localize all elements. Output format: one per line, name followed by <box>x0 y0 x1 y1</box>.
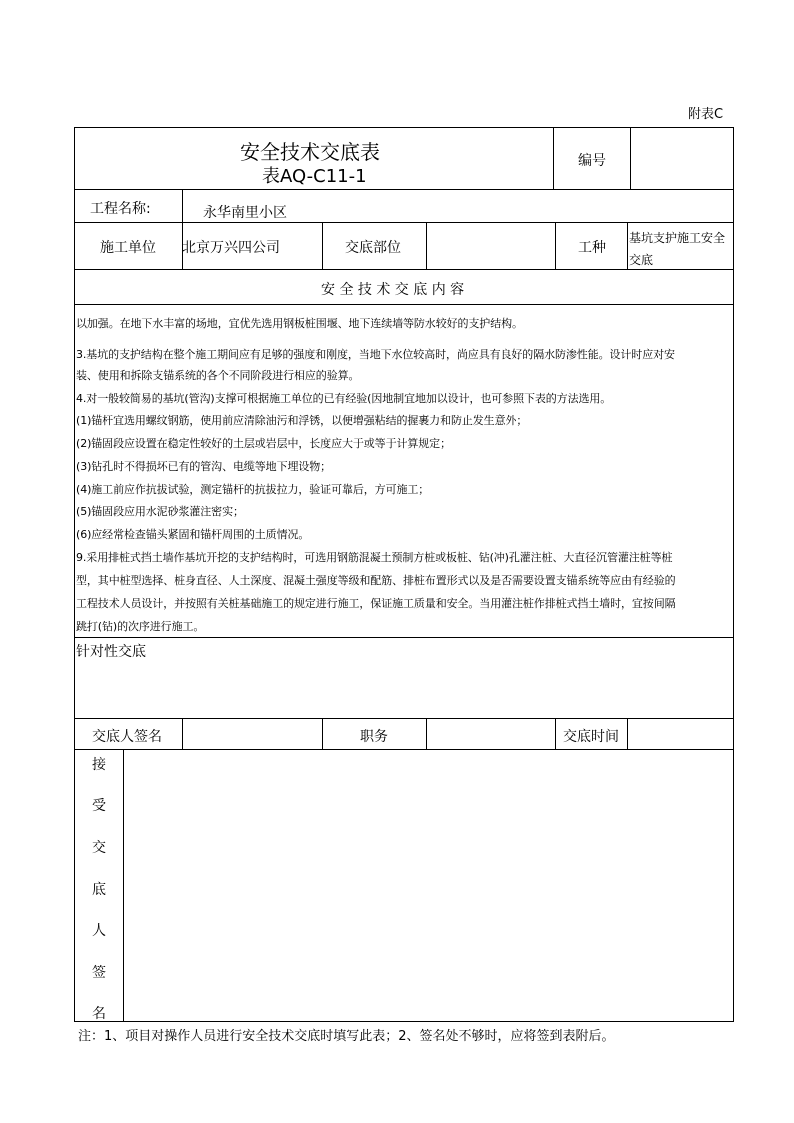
receiver-char: 受 <box>92 798 106 814</box>
divider <box>74 222 734 223</box>
content-line: (6)应经常检查锚头紧固和锚杆周围的土质情况。 <box>76 528 310 541</box>
receiver-char: 签 <box>92 965 106 981</box>
receiver-signature-field[interactable] <box>125 751 732 1020</box>
divider <box>74 269 734 270</box>
content-line: 型，其中桩型选择、桩身直径、人土深度、混凝土强度等级和配筋、排桩布置形式以及是否需要设置支锚系统等应由有经验的 <box>76 574 676 587</box>
content-line: 跳打(钻)的次序进行施工。 <box>76 620 205 633</box>
divider <box>630 127 631 189</box>
divider <box>182 189 183 222</box>
content-line: 装、使用和拆除支锚系统的各个不同阶段进行相应的验算。 <box>76 369 360 382</box>
construction-unit-value[interactable]: 北京万兴四公司 <box>182 240 280 256</box>
content-line: (3)钻孔时不得损坏已有的管沟、电缆等地下埋设物； <box>76 460 332 473</box>
receiver-char: 底 <box>92 882 106 898</box>
divider <box>627 222 628 269</box>
position-label: 职务 <box>360 729 388 745</box>
disclosure-part-label: 交底部位 <box>345 240 401 256</box>
targeted-disclosure-field[interactable] <box>76 662 732 716</box>
content-line: (2)锚固段应设置在稳定性较好的土层或岩层中，长度应大于或等于计算规定； <box>76 437 451 450</box>
divider <box>322 718 323 749</box>
divider <box>74 749 734 750</box>
targeted-disclosure-label: 针对性交底 <box>76 644 146 660</box>
receiver-char: 名 <box>92 1006 106 1022</box>
divider <box>426 718 427 749</box>
content-line: (5)锚固段应用水泥砂浆灌注密实； <box>76 505 244 518</box>
construction-unit-label: 施工单位 <box>100 240 156 256</box>
divider <box>322 222 323 269</box>
receiver-char: 交 <box>92 840 106 856</box>
signer-field[interactable] <box>184 720 320 747</box>
divider <box>426 222 427 269</box>
position-field[interactable] <box>428 720 553 747</box>
form-code: 表AQ-C11-1 <box>262 166 367 187</box>
disclosure-time-field[interactable] <box>629 720 732 747</box>
disclosure-time-label: 交底时间 <box>563 729 619 745</box>
work-type-label: 工种 <box>578 240 606 256</box>
disclosure-part-value[interactable] <box>428 224 553 267</box>
content-line: 3.基坑的支护结构在整个施工期间应有足够的强度和刚度，当地下水位较高时，尚应具有良好的隔水防渗性能。设计时应对安 <box>76 348 675 361</box>
divider <box>555 718 556 749</box>
divider <box>74 304 734 305</box>
signer-label: 交底人签名 <box>92 729 162 745</box>
content-line: (1)锚杆宜选用螺纹钢筋，使用前应清除油污和浮锈，以便增强粘结的握裹力和防止发生意外； <box>76 414 528 427</box>
divider <box>627 718 628 749</box>
divider <box>555 222 556 269</box>
project-name-label: 工程名称: <box>90 201 151 217</box>
content-line: 4.对一般较简易的基坑(管沟)支撑可根据施工单位的已有经验(因地制宜地加以设计，也可参照下表的方法选用。 <box>76 392 612 405</box>
divider <box>182 718 183 749</box>
content-line: (4)施工前应作抗拔试验，测定锚杆的抗拔拉力，验证可靠后，方可施工； <box>76 483 430 496</box>
divider <box>74 189 734 190</box>
number-label: 编号 <box>578 153 606 169</box>
work-type-value-line1[interactable]: 基坑支护施工安全 <box>629 231 726 245</box>
content-line: 以加强。在地下水丰富的场地，宜优先选用钢板桩围堰、地下连续墙等防水较好的支护结构。 <box>76 317 523 330</box>
number-value[interactable] <box>632 130 730 186</box>
footnote: 注：1、项目对操作人员进行安全技术交底时填写此表；2、签名处不够时，应将签到表附后。 <box>78 1029 615 1044</box>
work-type-value-line2[interactable]: 交底 <box>629 253 654 267</box>
appendix-label: 附表C <box>688 107 724 122</box>
section-title: 安 全 技 术 交 底 内 容 <box>321 282 465 298</box>
content-line: 工程技术人员设计，并按照有关桩基础施工的规定进行施工，保证施工质量和安全。当用灌注桩作排桩式挡土墙时，宜按间隔 <box>76 597 676 610</box>
divider <box>123 749 124 1022</box>
receiver-char: 接 <box>92 757 106 773</box>
project-name-value[interactable]: 永华南里小区 <box>203 205 287 221</box>
divider <box>553 127 554 189</box>
receiver-char: 人 <box>92 923 106 939</box>
divider <box>74 637 734 638</box>
form-title: 安全技术交底表 <box>240 140 380 164</box>
content-line: 9.采用排桩式挡土墙作基坑开挖的支护结构时，可选用钢筋混凝土预制方桩或板桩、钻(冲)孔灌注桩、大直径沉管灌注桩等桩 <box>76 551 673 564</box>
divider <box>74 718 734 719</box>
